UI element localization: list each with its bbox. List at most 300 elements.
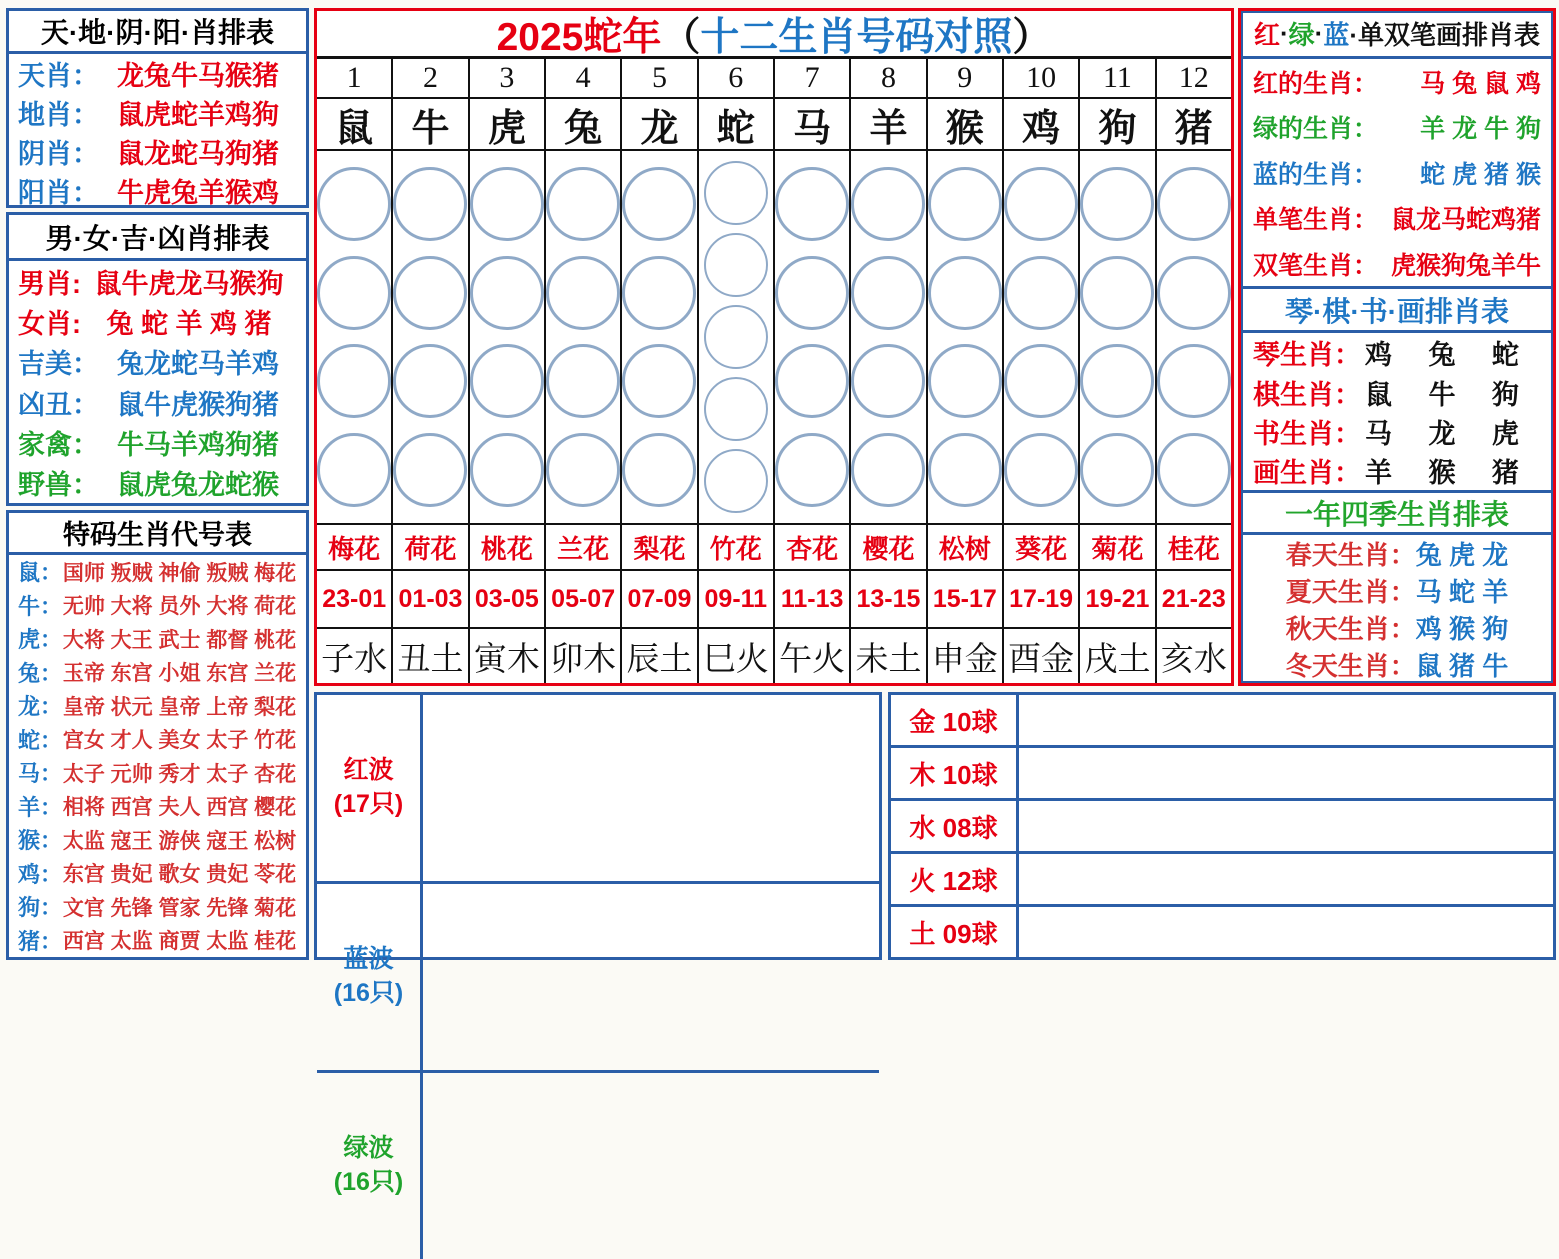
alias-row bbox=[9, 756, 306, 790]
zodiac-category-row bbox=[9, 54, 306, 93]
zodiac-column bbox=[697, 59, 773, 683]
element-label: 金 10球 bbox=[891, 695, 1019, 745]
wave-lines bbox=[423, 1073, 879, 1259]
alias-row bbox=[9, 924, 306, 958]
row-value: 鼠龙马蛇鸡猪 bbox=[1390, 206, 1541, 235]
zodiac-column bbox=[849, 59, 925, 683]
earthly-branch-cell: 巳火 bbox=[702, 641, 769, 678]
alias-row bbox=[9, 857, 306, 891]
sky-earth-yin-yang-panel bbox=[6, 8, 309, 208]
color-zodiac-row bbox=[1241, 241, 1553, 286]
zodiac-name: 虎 bbox=[470, 99, 544, 151]
five-element-table bbox=[888, 692, 1556, 960]
row-label: 夏天生肖： bbox=[1285, 577, 1416, 607]
zodiac-category-row bbox=[9, 301, 306, 341]
number-ball bbox=[1157, 256, 1231, 330]
number-ball bbox=[704, 161, 768, 225]
number-ball bbox=[317, 344, 391, 418]
male-female-lucky-panel bbox=[6, 212, 309, 506]
zodiac-name: 鸡 bbox=[1004, 99, 1078, 151]
row-value: 兔龙蛇马羊鸡 bbox=[117, 349, 279, 380]
element-label: 水 08球 bbox=[891, 801, 1019, 851]
time-range-cell: 13-15 bbox=[851, 571, 925, 629]
row-value: 虎猴狗兔羊牛 bbox=[1390, 251, 1541, 280]
wave-label bbox=[317, 884, 423, 1070]
column-number: 2 bbox=[393, 59, 467, 99]
panel-rows bbox=[1241, 333, 1556, 490]
zodiac-name: 羊 bbox=[851, 99, 925, 151]
zodiac-category-row bbox=[9, 261, 306, 301]
row-label: 画生肖： bbox=[1253, 457, 1361, 488]
number-ball bbox=[851, 344, 925, 418]
number-ball bbox=[775, 256, 849, 330]
number-ball bbox=[1080, 256, 1154, 330]
wave-line bbox=[435, 788, 879, 881]
panel-rows bbox=[9, 54, 306, 210]
wave-line bbox=[435, 884, 879, 977]
right-sidebar bbox=[1238, 8, 1556, 686]
alias-row bbox=[9, 589, 306, 623]
row-label: 男肖: bbox=[18, 268, 81, 299]
time-range-cell: 11-13 bbox=[775, 571, 849, 629]
row-label: 牛： bbox=[18, 593, 63, 619]
wave-group bbox=[317, 1070, 879, 1259]
number-ball bbox=[393, 167, 467, 241]
row-label: 阴肖： bbox=[18, 139, 99, 169]
ball-stack bbox=[1157, 151, 1231, 525]
qin-qi-shu-hua-panel bbox=[1241, 286, 1556, 490]
panel-rows bbox=[9, 555, 306, 957]
row-value: 鼠虎蛇羊鸡狗 bbox=[117, 100, 279, 130]
row-value: 牛马羊鸡狗猪 bbox=[117, 429, 279, 460]
alias-row bbox=[9, 689, 306, 723]
time-range-cell: 05-07 bbox=[546, 571, 620, 629]
earthly-branch-cell: 戌土 bbox=[1084, 641, 1151, 678]
column-number: 3 bbox=[470, 59, 544, 99]
element-label: 土 09球 bbox=[891, 907, 1019, 957]
ball-stack bbox=[928, 151, 1002, 525]
column-number: 4 bbox=[546, 59, 620, 99]
flower-cell: 葵花 bbox=[1004, 525, 1078, 571]
column-number: 11 bbox=[1080, 59, 1154, 99]
element-label: 木 10球 bbox=[891, 748, 1019, 798]
number-ball bbox=[775, 433, 849, 507]
column-number: 6 bbox=[699, 59, 773, 99]
special-code-alias-panel bbox=[6, 510, 309, 960]
column-number: 5 bbox=[622, 59, 696, 99]
row-label: 春天生肖： bbox=[1285, 540, 1416, 570]
wave-odd-even-table bbox=[314, 692, 882, 1196]
row-value: 羊 龙 牛 狗 bbox=[1420, 115, 1541, 144]
row-label: 秋天生肖： bbox=[1285, 614, 1416, 644]
wave-name: 蓝波 bbox=[343, 945, 394, 974]
time-range-cell: 17-19 bbox=[1004, 571, 1078, 629]
number-ball bbox=[1080, 433, 1154, 507]
time-range-cell: 21-23 bbox=[1157, 571, 1231, 629]
number-ball bbox=[393, 344, 467, 418]
row-label: 蓝的生肖： bbox=[1253, 160, 1379, 189]
row-value: 无帅 大将 员外 大将 荷花 bbox=[62, 595, 297, 619]
number-ball bbox=[470, 344, 544, 418]
number-ball bbox=[775, 344, 849, 418]
element-numbers bbox=[1019, 854, 1553, 904]
time-range-cell: 23-01 bbox=[317, 571, 391, 629]
flower-cell: 兰花 bbox=[546, 525, 620, 571]
panel-title: 一年四季生肖排表 bbox=[1241, 493, 1553, 535]
row-value: 太监 寇王 游侠 寇王 松树 bbox=[62, 829, 297, 853]
earthly-branch-cell: 午火 bbox=[779, 641, 846, 678]
season-zodiac-row bbox=[1241, 572, 1553, 609]
ball-stack bbox=[699, 151, 773, 525]
element-row bbox=[891, 695, 1553, 745]
number-ball bbox=[622, 344, 696, 418]
ball-stack bbox=[546, 151, 620, 525]
number-ball bbox=[704, 305, 768, 369]
row-label: 马： bbox=[18, 761, 63, 787]
zodiac-category-row bbox=[9, 382, 306, 422]
element-numbers bbox=[1019, 907, 1553, 957]
zodiac-name: 猪 bbox=[1157, 99, 1231, 151]
alias-row bbox=[9, 656, 306, 690]
color-zodiac-row bbox=[1241, 59, 1553, 104]
number-ball bbox=[1157, 344, 1231, 418]
number-ball bbox=[1004, 433, 1078, 507]
panel-rows bbox=[9, 261, 306, 503]
number-ball bbox=[317, 167, 391, 241]
zodiac-name: 蛇 bbox=[699, 99, 773, 151]
zodiac-category-row bbox=[9, 171, 306, 210]
row-label: 红的生肖： bbox=[1253, 69, 1379, 98]
row-label: 吉美： bbox=[18, 349, 99, 380]
row-value: 龙兔牛马猴猪 bbox=[117, 61, 279, 91]
wave-group bbox=[317, 695, 879, 881]
row-label: 猴： bbox=[18, 828, 63, 854]
zodiac-name: 兔 bbox=[546, 99, 620, 151]
row-value: 鸡兔蛇 bbox=[1365, 340, 1556, 371]
wave-count: (16只) bbox=[333, 1168, 404, 1196]
time-range-cell: 19-21 bbox=[1080, 571, 1154, 629]
row-label: 猪： bbox=[18, 928, 63, 954]
zodiac-name: 龙 bbox=[622, 99, 696, 151]
ball-stack bbox=[317, 151, 391, 525]
time-range-cell: 03-05 bbox=[470, 571, 544, 629]
ball-stack bbox=[1080, 151, 1154, 525]
panel-title: 天·地·阴·阳·肖排表 bbox=[9, 11, 306, 54]
flower-cell: 桂花 bbox=[1157, 525, 1231, 571]
earthly-branch-cell: 寅木 bbox=[473, 641, 540, 678]
wave-lines bbox=[423, 695, 879, 881]
element-row bbox=[891, 904, 1553, 957]
alias-row bbox=[9, 890, 306, 924]
flower-cell: 菊花 bbox=[1080, 525, 1154, 571]
number-ball bbox=[928, 433, 1002, 507]
ball-stack bbox=[775, 151, 849, 525]
title-part: · bbox=[1314, 18, 1324, 48]
art-zodiac-row bbox=[1241, 333, 1556, 372]
color-zodiac-row bbox=[1241, 104, 1553, 149]
time-range-cell: 01-03 bbox=[393, 571, 467, 629]
wave-label bbox=[317, 695, 423, 881]
element-row bbox=[891, 745, 1553, 798]
number-ball bbox=[704, 449, 768, 513]
row-label: 家禽： bbox=[18, 429, 99, 460]
wave-count: (16只) bbox=[333, 979, 404, 1007]
row-value: 羊猴猪 bbox=[1365, 457, 1556, 488]
table-title bbox=[317, 11, 1231, 59]
zodiac-category-row bbox=[9, 132, 306, 171]
number-ball bbox=[622, 433, 696, 507]
earthly-branch-cell: 亥水 bbox=[1160, 641, 1227, 678]
title-part: · bbox=[1279, 18, 1289, 48]
wave-line bbox=[435, 695, 879, 788]
row-label: 狗： bbox=[18, 895, 63, 921]
element-row bbox=[891, 798, 1553, 851]
number-ball bbox=[1004, 344, 1078, 418]
wave-count: (17只) bbox=[333, 790, 404, 818]
number-ball bbox=[393, 256, 467, 330]
flower-cell: 荷花 bbox=[393, 525, 467, 571]
zodiac-column bbox=[926, 59, 1002, 683]
element-numbers bbox=[1019, 801, 1553, 851]
row-label: 龙： bbox=[18, 694, 63, 720]
row-label: 地肖： bbox=[18, 100, 99, 130]
number-ball bbox=[851, 256, 925, 330]
wave-name: 绿波 bbox=[343, 1134, 394, 1163]
zodiac-category-row bbox=[9, 463, 306, 503]
column-number: 10 bbox=[1004, 59, 1078, 99]
row-label: 虎： bbox=[18, 627, 63, 653]
zodiac-column bbox=[620, 59, 696, 683]
alias-row bbox=[9, 555, 306, 589]
season-zodiac-row bbox=[1241, 646, 1553, 683]
row-value: 牛虎兔羊猴鸡 bbox=[117, 178, 279, 208]
panel-title: 男·女·吉·凶肖排表 bbox=[9, 215, 306, 261]
art-zodiac-row bbox=[1241, 451, 1556, 490]
number-ball bbox=[546, 256, 620, 330]
number-ball bbox=[317, 433, 391, 507]
ball-stack bbox=[622, 151, 696, 525]
row-value: 太子 元帅 秀才 太子 杏花 bbox=[62, 762, 297, 786]
title-part: （ bbox=[661, 15, 701, 59]
zodiac-column bbox=[468, 59, 544, 683]
number-ball bbox=[1080, 167, 1154, 241]
number-ball bbox=[622, 167, 696, 241]
number-ball bbox=[704, 233, 768, 297]
time-range-cell: 07-09 bbox=[622, 571, 696, 629]
alias-row bbox=[9, 723, 306, 757]
number-ball bbox=[928, 167, 1002, 241]
row-value: 鼠龙蛇马狗猪 bbox=[117, 139, 279, 169]
number-ball bbox=[1004, 256, 1078, 330]
panel-title: 琴·棋·书·画排肖表 bbox=[1241, 289, 1553, 333]
number-ball bbox=[1080, 344, 1154, 418]
number-ball bbox=[393, 433, 467, 507]
number-ball bbox=[317, 256, 391, 330]
row-value: 兔 虎 龙 bbox=[1415, 540, 1509, 570]
title-part: 2025蛇年 bbox=[496, 15, 662, 59]
zodiac-name: 猴 bbox=[928, 99, 1002, 151]
flower-cell: 桃花 bbox=[470, 525, 544, 571]
number-ball bbox=[928, 256, 1002, 330]
ball-stack bbox=[393, 151, 467, 525]
column-number: 1 bbox=[317, 59, 391, 99]
element-row bbox=[891, 851, 1553, 904]
row-label: 冬天生肖： bbox=[1285, 651, 1416, 681]
row-value: 西宫 太监 商贾 太监 桂花 bbox=[62, 930, 297, 954]
row-value: 马 蛇 羊 bbox=[1415, 577, 1509, 607]
earthly-branch-cell: 申金 bbox=[931, 641, 998, 678]
number-ball bbox=[851, 433, 925, 507]
color-stroke-panel bbox=[1241, 11, 1553, 286]
number-ball bbox=[1157, 433, 1231, 507]
row-label: 琴生肖： bbox=[1253, 340, 1361, 371]
wave-name: 红波 bbox=[343, 756, 394, 785]
row-value: 文官 先锋 管家 先锋 菊花 bbox=[62, 896, 297, 920]
number-ball bbox=[546, 433, 620, 507]
wave-group bbox=[317, 881, 879, 1070]
zodiac-column bbox=[544, 59, 620, 683]
earthly-branch-cell: 酉金 bbox=[1008, 641, 1075, 678]
panel-title bbox=[1241, 11, 1553, 59]
zodiac-column bbox=[1155, 59, 1231, 683]
number-ball bbox=[1004, 167, 1078, 241]
alias-row bbox=[9, 790, 306, 824]
row-value: 东宫 贵妃 歌女 贵妃 苓花 bbox=[62, 863, 297, 887]
four-seasons-panel bbox=[1241, 490, 1553, 683]
column-number: 12 bbox=[1157, 59, 1231, 99]
time-range-cell: 15-17 bbox=[928, 571, 1002, 629]
flower-cell: 梨花 bbox=[622, 525, 696, 571]
number-ball bbox=[928, 344, 1002, 418]
row-label: 鸡： bbox=[18, 861, 63, 887]
row-value: 鼠虎兔龙蛇猴 bbox=[117, 470, 279, 501]
row-value: 鼠牛虎猴狗猪 bbox=[117, 389, 279, 420]
season-zodiac-row bbox=[1241, 609, 1553, 646]
number-ball bbox=[704, 377, 768, 441]
zodiac-grid bbox=[317, 59, 1231, 683]
row-label: 天肖： bbox=[18, 61, 99, 91]
wave-line bbox=[435, 1166, 879, 1259]
title-part: ·单双笔画排肖表 bbox=[1349, 20, 1541, 50]
zodiac-column bbox=[1002, 59, 1078, 683]
earthly-branch-cell: 辰土 bbox=[626, 641, 693, 678]
number-ball bbox=[470, 167, 544, 241]
flower-cell: 竹花 bbox=[699, 525, 773, 571]
ball-stack bbox=[470, 151, 544, 525]
zodiac-name: 牛 bbox=[393, 99, 467, 151]
row-value: 马 兔 鼠 鸡 bbox=[1420, 69, 1541, 98]
title-part: 红 bbox=[1253, 20, 1280, 50]
row-value: 相将 西宫 夫人 西宫 樱花 bbox=[62, 796, 297, 820]
panel-title: 特码生肖代号表 bbox=[9, 513, 306, 555]
element-numbers bbox=[1019, 748, 1553, 798]
number-ball bbox=[622, 256, 696, 330]
row-label: 棋生肖： bbox=[1253, 379, 1361, 410]
zodiac-column bbox=[773, 59, 849, 683]
wave-line bbox=[435, 1073, 879, 1166]
number-ball bbox=[851, 167, 925, 241]
number-ball bbox=[775, 167, 849, 241]
zodiac-column bbox=[317, 59, 391, 683]
zodiac-column bbox=[1078, 59, 1154, 683]
row-label: 兔： bbox=[18, 660, 63, 686]
column-number: 8 bbox=[851, 59, 925, 99]
zodiac-column bbox=[391, 59, 467, 683]
row-label: 蛇： bbox=[18, 727, 63, 753]
row-label: 鼠： bbox=[18, 560, 63, 586]
zodiac-name: 鼠 bbox=[317, 99, 391, 151]
row-label: 野兽： bbox=[18, 470, 99, 501]
row-label: 阳肖： bbox=[18, 178, 99, 208]
ball-stack bbox=[1004, 151, 1078, 525]
alias-row bbox=[9, 823, 306, 857]
row-label: 羊： bbox=[18, 794, 63, 820]
row-label: 双笔生肖： bbox=[1253, 251, 1379, 280]
art-zodiac-row bbox=[1241, 412, 1556, 451]
panel-rows bbox=[1241, 535, 1553, 683]
title-part: ） bbox=[1012, 15, 1052, 59]
number-ball bbox=[470, 433, 544, 507]
earthly-branch-cell: 卯木 bbox=[550, 641, 617, 678]
zodiac-name: 狗 bbox=[1080, 99, 1154, 151]
time-range-cell: 09-11 bbox=[699, 571, 773, 629]
row-value: 鼠牛狗 bbox=[1365, 379, 1556, 410]
row-value: 国师 叛贼 神偷 叛贼 梅花 bbox=[62, 561, 297, 585]
zodiac-name: 马 bbox=[775, 99, 849, 151]
row-label: 单笔生肖： bbox=[1253, 206, 1379, 235]
row-value: 蛇 虎 猪 猴 bbox=[1420, 160, 1541, 189]
color-zodiac-row bbox=[1241, 150, 1553, 195]
title-part: 绿 bbox=[1288, 20, 1315, 50]
element-numbers bbox=[1019, 695, 1553, 745]
row-label: 绿的生肖： bbox=[1253, 115, 1379, 144]
row-value: 马龙虎 bbox=[1365, 418, 1556, 449]
flower-cell: 松树 bbox=[928, 525, 1002, 571]
zodiac-category-row bbox=[9, 93, 306, 132]
column-number: 7 bbox=[775, 59, 849, 99]
row-value: 皇帝 状元 皇帝 上帝 梨花 bbox=[62, 695, 297, 719]
number-ball bbox=[546, 344, 620, 418]
zodiac-number-table bbox=[314, 8, 1234, 686]
row-value: 鸡 猴 狗 bbox=[1415, 614, 1509, 644]
number-ball bbox=[470, 256, 544, 330]
zodiac-category-row bbox=[9, 342, 306, 382]
flower-cell: 梅花 bbox=[317, 525, 391, 571]
element-label: 火 12球 bbox=[891, 854, 1019, 904]
flower-cell: 杏花 bbox=[775, 525, 849, 571]
title-part: 蓝 bbox=[1323, 20, 1350, 50]
row-value: 鼠牛虎龙马猴狗 bbox=[94, 268, 284, 299]
art-zodiac-row bbox=[1241, 372, 1556, 411]
season-zodiac-row bbox=[1241, 535, 1553, 572]
column-number: 9 bbox=[928, 59, 1002, 99]
earthly-branch-cell: 未土 bbox=[855, 641, 922, 678]
row-value: 宫女 才人 美女 太子 竹花 bbox=[62, 729, 297, 753]
earthly-branch-cell: 子水 bbox=[321, 641, 388, 678]
wave-lines bbox=[423, 884, 879, 1070]
flower-cell: 樱花 bbox=[851, 525, 925, 571]
row-value: 大将 大王 武士 都督 桃花 bbox=[62, 628, 297, 652]
row-label: 凶丑： bbox=[18, 389, 99, 420]
zodiac-category-row bbox=[9, 422, 306, 462]
row-value: 鼠 猪 牛 bbox=[1415, 651, 1509, 681]
row-label: 书生肖： bbox=[1253, 418, 1361, 449]
alias-row bbox=[9, 622, 306, 656]
wave-line bbox=[435, 977, 879, 1070]
earthly-branch-cell: 丑土 bbox=[397, 641, 464, 678]
row-value: 兔 蛇 羊 鸡 猪 bbox=[106, 308, 272, 339]
row-label: 女肖: bbox=[18, 308, 81, 339]
